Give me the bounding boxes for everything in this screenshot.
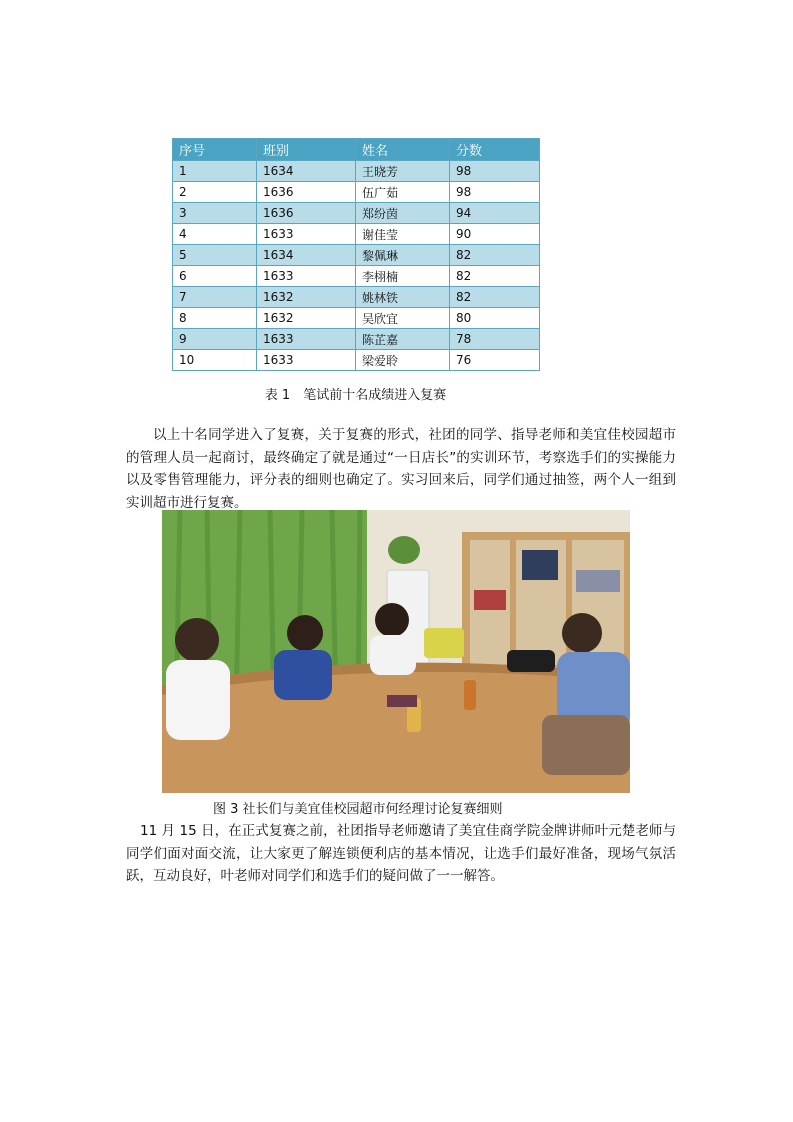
cell-score: 94 <box>450 203 540 224</box>
cell-class: 1633 <box>257 266 356 287</box>
table-row <box>173 182 540 203</box>
cell-index: 3 <box>173 203 257 224</box>
cell-name: 陈芷嘉 <box>356 329 450 350</box>
cell-name: 吴欣宜 <box>356 308 450 329</box>
cell-name: 梁爱聆 <box>356 350 450 371</box>
cell-class: 1633 <box>257 350 356 371</box>
cell-index: 1 <box>173 161 257 182</box>
header-index: 序号 <box>173 139 257 161</box>
cell-class: 1634 <box>257 161 356 182</box>
paragraph-lecture: 11 月 15 日，在正式复赛之前，社团指导老师邀请了美宜佳商学院金牌讲师叶元楚老师与同学们面对面交流，让大家更了解连锁便利店的基本情况，让选手们最好准备，现场气氛活跃，互动良好，叶老师对同学们和选手们的疑问做了一一解答。 <box>126 823 676 884</box>
cell-name: 黎佩琳 <box>356 245 450 266</box>
table-row <box>173 224 540 245</box>
table-row <box>173 203 540 224</box>
cell-class: 1633 <box>257 224 356 245</box>
score-table <box>172 138 540 371</box>
photo-caption: 图 3 社长们与美宜佳校园超市何经理讨论复赛细则 <box>213 802 503 817</box>
cell-score: 78 <box>450 329 540 350</box>
cell-index: 2 <box>173 182 257 203</box>
table-caption: 表 1 笔试前十名成绩进入复赛 <box>264 388 447 403</box>
header-name: 姓名 <box>356 139 450 161</box>
table-row <box>173 287 540 308</box>
cell-score: 98 <box>450 161 540 182</box>
cell-score: 76 <box>450 350 540 371</box>
cell-class: 1632 <box>257 287 356 308</box>
cell-score: 90 <box>450 224 540 245</box>
cell-score: 80 <box>450 308 540 329</box>
paragraph-semifinal-format: 以上十名同学进入了复赛，关于复赛的形式，社团的同学、指导老师和美宜佳校园超市的管理人员一起商讨，最终确定了就是通过“一日店长”的实训环节，考察选手们的实操能力以及零售管理能力，评分表的细则也确定了。实习回来后，同学们通过抽签，两个人一组到实训超市进行复赛。 <box>126 427 676 511</box>
cell-index: 5 <box>173 245 257 266</box>
cell-class: 1636 <box>257 203 356 224</box>
meeting-photo <box>162 510 630 793</box>
table-row <box>173 329 540 350</box>
cell-index: 10 <box>173 350 257 371</box>
table-row <box>173 245 540 266</box>
cell-class: 1634 <box>257 245 356 266</box>
cell-name: 谢佳莹 <box>356 224 450 245</box>
cell-name: 郑纷茵 <box>356 203 450 224</box>
cell-score: 82 <box>450 266 540 287</box>
cell-index: 8 <box>173 308 257 329</box>
cell-name: 姚林铁 <box>356 287 450 308</box>
cell-index: 7 <box>173 287 257 308</box>
table-row <box>173 266 540 287</box>
table-row <box>173 350 540 371</box>
cell-score: 98 <box>450 182 540 203</box>
cell-class: 1632 <box>257 308 356 329</box>
table-row <box>173 161 540 182</box>
cell-index: 4 <box>173 224 257 245</box>
cell-class: 1636 <box>257 182 356 203</box>
cell-name: 伍广茹 <box>356 182 450 203</box>
cell-name: 李栩楠 <box>356 266 450 287</box>
table-header-row <box>173 139 540 161</box>
cell-index: 9 <box>173 329 257 350</box>
header-class: 班别 <box>257 139 356 161</box>
header-score: 分数 <box>450 139 540 161</box>
cell-index: 6 <box>173 266 257 287</box>
cell-score: 82 <box>450 245 540 266</box>
cell-name: 王晓芳 <box>356 161 450 182</box>
table-row <box>173 308 540 329</box>
cell-score: 82 <box>450 287 540 308</box>
cell-class: 1633 <box>257 329 356 350</box>
